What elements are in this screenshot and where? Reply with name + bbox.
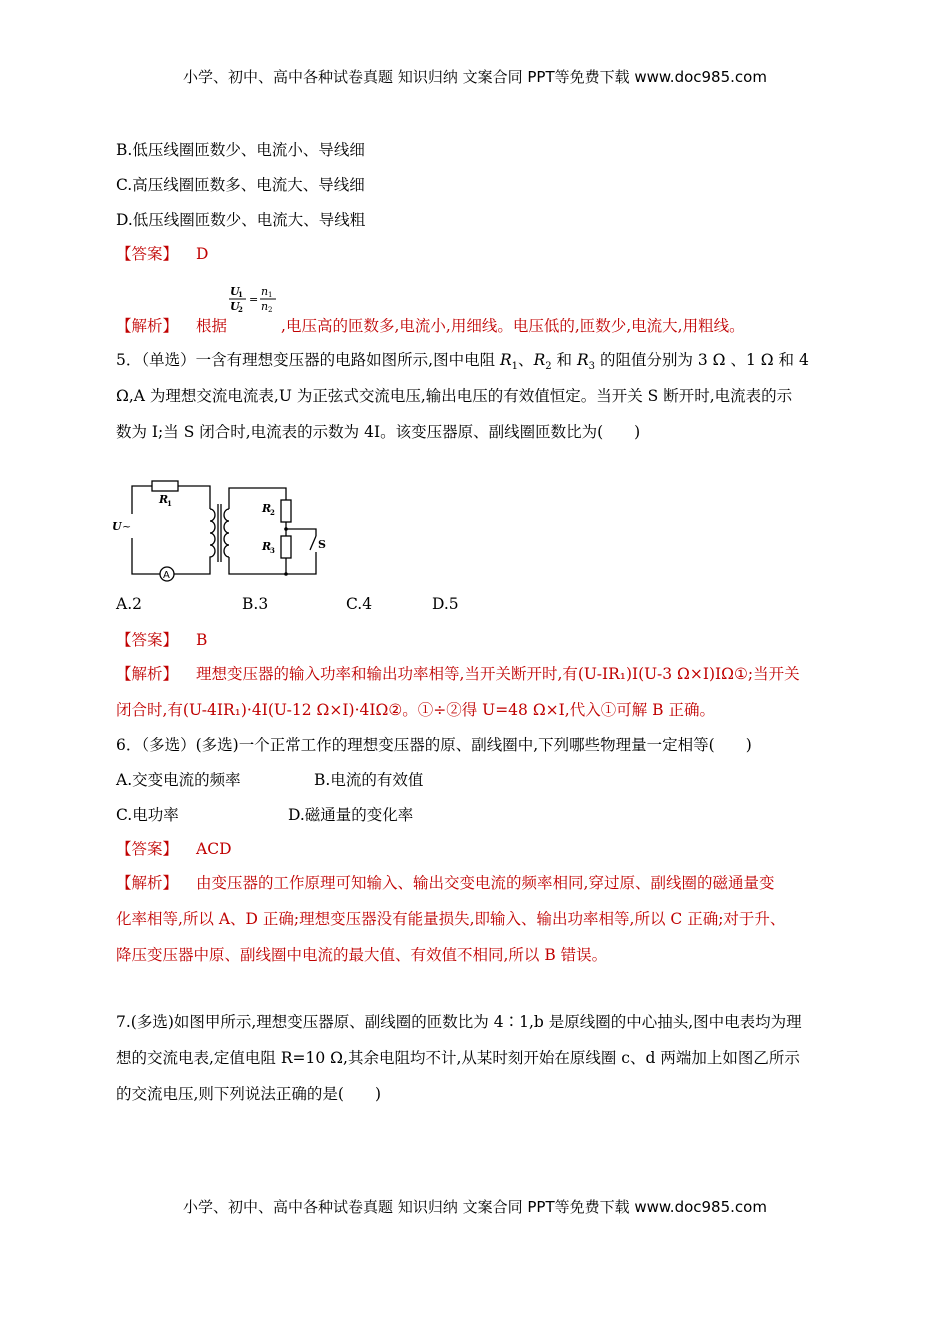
analysis-text: 由变压器的工作原理可知输入、输出交变电流的频率相同,穿过原、副线圈的磁通量变 (196, 874, 775, 892)
label-r3-sub: 3 (270, 546, 275, 555)
stem-text: 的阻值分别为 3 Ω 、1 Ω 和 4 (599, 351, 809, 369)
svg-text:1: 1 (268, 291, 273, 299)
question-type: （单选） (141, 351, 196, 369)
svg-text:2: 2 (268, 306, 273, 314)
q6-option-c: C.电功率 (116, 806, 179, 824)
q6-option-a: A.交变电流的频率 (116, 771, 241, 789)
svg-text:U: U (230, 285, 240, 298)
q5-stem-line2: Ω,A 为理想交流电流表,U 为正弦式交流电压,输出电压的有效值恒定。当开关 S 断开时,电流表的示 (116, 387, 793, 405)
q4-option-d: D.低压线圈匝数少、电流大、导线粗 (116, 211, 366, 229)
q4-answer (116, 242, 208, 264)
q7-stem-line1: 7.(多选)如图甲所示,理想变压器原、副线圈的匝数比为 4∶1,b 是原线圈的中心抽头,图中电表均为理 (116, 1013, 802, 1031)
page-header: 小学、初中、高中各种试卷真题 知识归纳 文案合同 PPT等免费下载 www.doc985.com (183, 68, 767, 86)
analysis-tag: 【解析】 (116, 665, 179, 683)
analysis-text: ,电压高的匝数多,电流小,用细线。电压低的,匝数少,电流大,用粗线。 (281, 317, 745, 335)
q7-stem-line3: 的交流电压,则下列说法正确的是( ) (116, 1085, 382, 1103)
q6-option-d: D.磁通量的变化率 (288, 806, 414, 824)
label-r2-sub: 2 (270, 508, 275, 517)
analysis-tag: 【解析】 (116, 317, 179, 335)
svg-text:2: 2 (238, 305, 243, 314)
label-u: U (112, 520, 122, 533)
q5-option-c: C.4 (346, 595, 373, 613)
label-r1-sub: 1 (167, 499, 172, 508)
page-footer: 小学、初中、高中各种试卷真题 知识归纳 文案合同 PPT等免费下载 www.doc985.com (183, 1198, 767, 1216)
svg-text:n: n (261, 285, 269, 298)
q5-stem-line3: 数为 I;当 S 闭合时,电流表的示数为 4I。该变压器原、副线圈匝数比为( ) (116, 423, 641, 441)
svg-text:=: = (249, 293, 259, 306)
transformer-circuit-diagram (110, 474, 330, 584)
analysis-text: 理想变压器的输入功率和输出功率相等,当开关断开时,有(U-IR₁)I(U-3 Ω×I)IΩ①;当开关 (196, 665, 800, 683)
stem-text: 一含有理想变压器的电路如图所示,图中电阻 (195, 351, 500, 369)
answer-tag: 【答案】 (116, 840, 179, 858)
label-r1: R (159, 493, 169, 506)
q6-analysis-line3: 降压变压器中原、副线圈中电流的最大值、有效值不相同,所以 B 错误。 (116, 946, 608, 964)
stem-text: 和 (556, 351, 577, 369)
answer-value: B (196, 631, 208, 649)
q6-analysis-line2: 化率相等,所以 A、D 正确;理想变压器没有能量损失,即输入、输出功率相等,所以 C 正确;对于升、 (116, 910, 786, 928)
svg-text:n: n (261, 300, 269, 313)
q4-option-c: C.高压线圈匝数多、电流大、导线细 (116, 176, 365, 194)
analysis-prefix: 根据 (196, 317, 228, 335)
analysis-tag: 【解析】 (116, 874, 179, 892)
answer-tag: 【答案】 (116, 631, 179, 649)
answer-tag: 【答案】 (116, 245, 179, 263)
ac-source-icon: ~ (122, 520, 132, 533)
q6-analysis-line1 (116, 871, 774, 893)
label-switch: S (318, 538, 326, 551)
q5-option-d: D.5 (432, 595, 459, 613)
q5-option-a: A.2 (116, 595, 142, 613)
q6-stem (116, 733, 752, 755)
svg-text:1: 1 (238, 290, 243, 299)
q4-analysis (116, 314, 745, 336)
q6-option-b: B.电流的有效值 (314, 771, 424, 789)
q5-analysis-line2: 闭合时,有(U-4IR₁)·4I(U-12 Ω×I)·4IΩ②。①÷②得 U=48 Ω×I,代入①可解 B 正确。 (116, 701, 715, 719)
q6-answer (116, 837, 232, 859)
q5-analysis-line1 (116, 662, 800, 684)
q5-stem-line1: 5．（单选）一含有理想变压器的电路如图所示,图中电阻 $R_1$、$R_2$ 和 $R_3$ 的阻值分别为 3 Ω 、1 Ω 和 4 (116, 351, 809, 373)
q5-answer (116, 628, 207, 650)
ammeter-label: A (163, 570, 170, 581)
question-number: 5． (116, 351, 142, 369)
question-number: 6． (116, 736, 142, 754)
answer-value: D (196, 245, 209, 263)
answer-value: ACD (196, 840, 232, 858)
q7-stem-line2: 想的交流电表,定值电阻 R=10 Ω,其余电阻均不计,从某时刻开始在原线圈 c、d 两端加上如图乙所示 (116, 1049, 800, 1067)
q5-option-b: B.3 (242, 595, 269, 613)
turns-ratio-formula (228, 284, 282, 314)
stem-text: （多选）(多选)一个正常工作的理想变压器的原、副线圈中,下列哪些物理量一定相等( ) (141, 736, 752, 754)
svg-text:U: U (230, 300, 240, 313)
label-r3: R (262, 540, 272, 553)
q4-option-b: B.低压线圈匝数少、电流小、导线细 (116, 141, 365, 159)
label-r2: R (262, 502, 272, 515)
